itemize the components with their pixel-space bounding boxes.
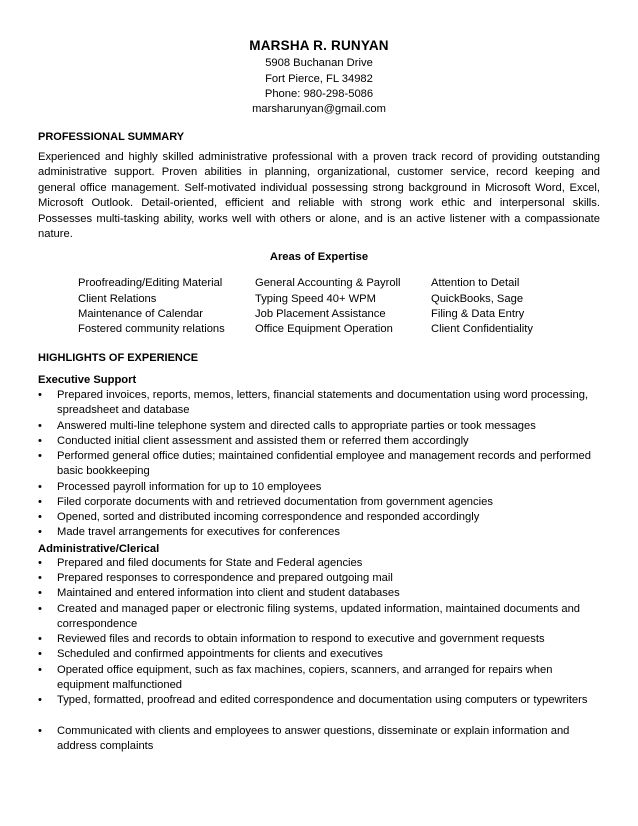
bullet-text: Made travel arrangements for executives for conferences xyxy=(57,526,340,538)
bullet-marker: • xyxy=(38,435,42,447)
bullet-marker: • xyxy=(38,389,42,401)
summary-line: general office management. Self-motivated individual possessing strong background in Microsoft Word, Excel, xyxy=(38,181,600,194)
candidate-name: MARSHA R. RUNYAN xyxy=(249,38,389,53)
email-address: marsharunyan@gmail.com xyxy=(252,103,386,115)
bullet-text: Performed general office duties; maintained confidential employee and management records and performed basic bookkeeping xyxy=(57,450,592,478)
bullet-text: Prepared responses to correspondence and prepared outgoing mail xyxy=(57,572,393,584)
bullet-marker: • xyxy=(38,450,42,462)
bullet-marker: • xyxy=(38,603,42,615)
bullet-marker: • xyxy=(38,511,42,523)
bullet-text: Typed, formatted, proofread and edited correspondence and documentation using computers or typewriters xyxy=(57,694,588,706)
bullet-text: Scheduled and confirmed appointments for clients and executives xyxy=(57,648,383,660)
bullet-marker: • xyxy=(38,694,42,706)
expertise-item: Attention to Detail xyxy=(431,277,520,289)
expertise-item: Office Equipment Operation xyxy=(255,323,393,335)
bullet-text: Conducted initial client assessment and assisted them or referred them accordingly xyxy=(57,435,469,447)
expertise-title: Areas of Expertise xyxy=(269,251,369,263)
bullet-text: Reviewed files and records to obtain information to respond to executive and government requests xyxy=(57,633,545,645)
phone-number: Phone: 980-298-5086 xyxy=(264,88,374,100)
expertise-item: Typing Speed 40+ WPM xyxy=(255,293,376,305)
summary-line: nature. xyxy=(38,228,73,241)
expertise-item: QuickBooks, Sage xyxy=(431,293,524,305)
bullet-text: Processed payroll information for up to 10 employees xyxy=(57,481,322,493)
group-title-administrative-clerical: Administrative/Clerical xyxy=(38,543,160,555)
expertise-item: Job Placement Assistance xyxy=(255,308,386,320)
expertise-item: Maintenance of Calendar xyxy=(78,308,204,320)
expertise-item: Client Confidentiality xyxy=(431,323,533,335)
bullet-marker: • xyxy=(38,725,42,737)
expertise-item: Proofreading/Editing Material xyxy=(78,277,223,289)
summary-line: Experienced and highly skilled administrative professional with a proven track record of providing outstanding xyxy=(38,151,600,163)
experience-heading: HIGHLIGHTS OF EXPERIENCE xyxy=(38,352,199,364)
expertise-item: General Accounting & Payroll xyxy=(255,277,401,289)
address-line-1: 5908 Buchanan Drive xyxy=(265,57,373,69)
bullet-text: Prepared invoices, reports, memos, letters, financial statements and documentation using word processing, spreadsheet and database xyxy=(57,389,589,417)
bullet-marker: • xyxy=(38,420,42,432)
bullet-text: Communicated with clients and employees to answer questions, disseminate or explain information and address complaints xyxy=(57,725,570,753)
bullet-text: Filed corporate documents with and retrieved documentation from government agencies xyxy=(57,496,493,508)
address-line-2: Fort Pierce, FL 34982 xyxy=(265,73,373,85)
expertise-item: Fostered community relations xyxy=(78,323,225,335)
bullet-marker: • xyxy=(38,587,42,599)
bullet-text: Maintained and entered information into client and student databases xyxy=(57,587,400,599)
summary-line: administrative support. Proven abilities in planning, organizational, customer service, record keeping and xyxy=(38,166,600,179)
bullet-marker: • xyxy=(38,496,42,508)
bullet-marker: • xyxy=(38,481,42,493)
bullet-text: Opened, sorted and distributed incoming correspondence and responded accordingly xyxy=(57,511,480,523)
bullet-marker: • xyxy=(38,664,42,676)
bullet-text: Created and managed paper or electronic filing systems, updated information, maintained documents and correspondence xyxy=(57,603,581,631)
summary-line: Microsoft Outlook. Detail-oriented, efficient and reliable with strong work ethic and interpersonal skills. xyxy=(38,197,600,210)
bullet-text: Answered multi-line telephone system and directed calls to appropriate parties or took messages xyxy=(57,420,536,432)
bullet-text: Prepared and filed documents for State and Federal agencies xyxy=(57,557,363,569)
bullet-marker: • xyxy=(38,526,42,538)
summary-heading: PROFESSIONAL SUMMARY xyxy=(38,131,185,143)
summary-paragraph xyxy=(38,150,600,242)
bullet-marker: • xyxy=(38,648,42,660)
group-title-executive-support: Executive Support xyxy=(38,374,137,386)
expertise-item: Client Relations xyxy=(78,293,157,305)
bullet-marker: • xyxy=(38,572,42,584)
bullet-text: Operated office equipment, such as fax machines, copiers, scanners, and arranged for repairs when equipment malfunctioned xyxy=(57,664,553,692)
bullet-marker: • xyxy=(38,557,42,569)
bullet-marker: • xyxy=(38,633,42,645)
summary-line: Possesses multi-tasking ability, works well with others or alone, and is an active listener with a compassionate xyxy=(38,212,600,225)
expertise-item: Filing & Data Entry xyxy=(431,308,525,320)
